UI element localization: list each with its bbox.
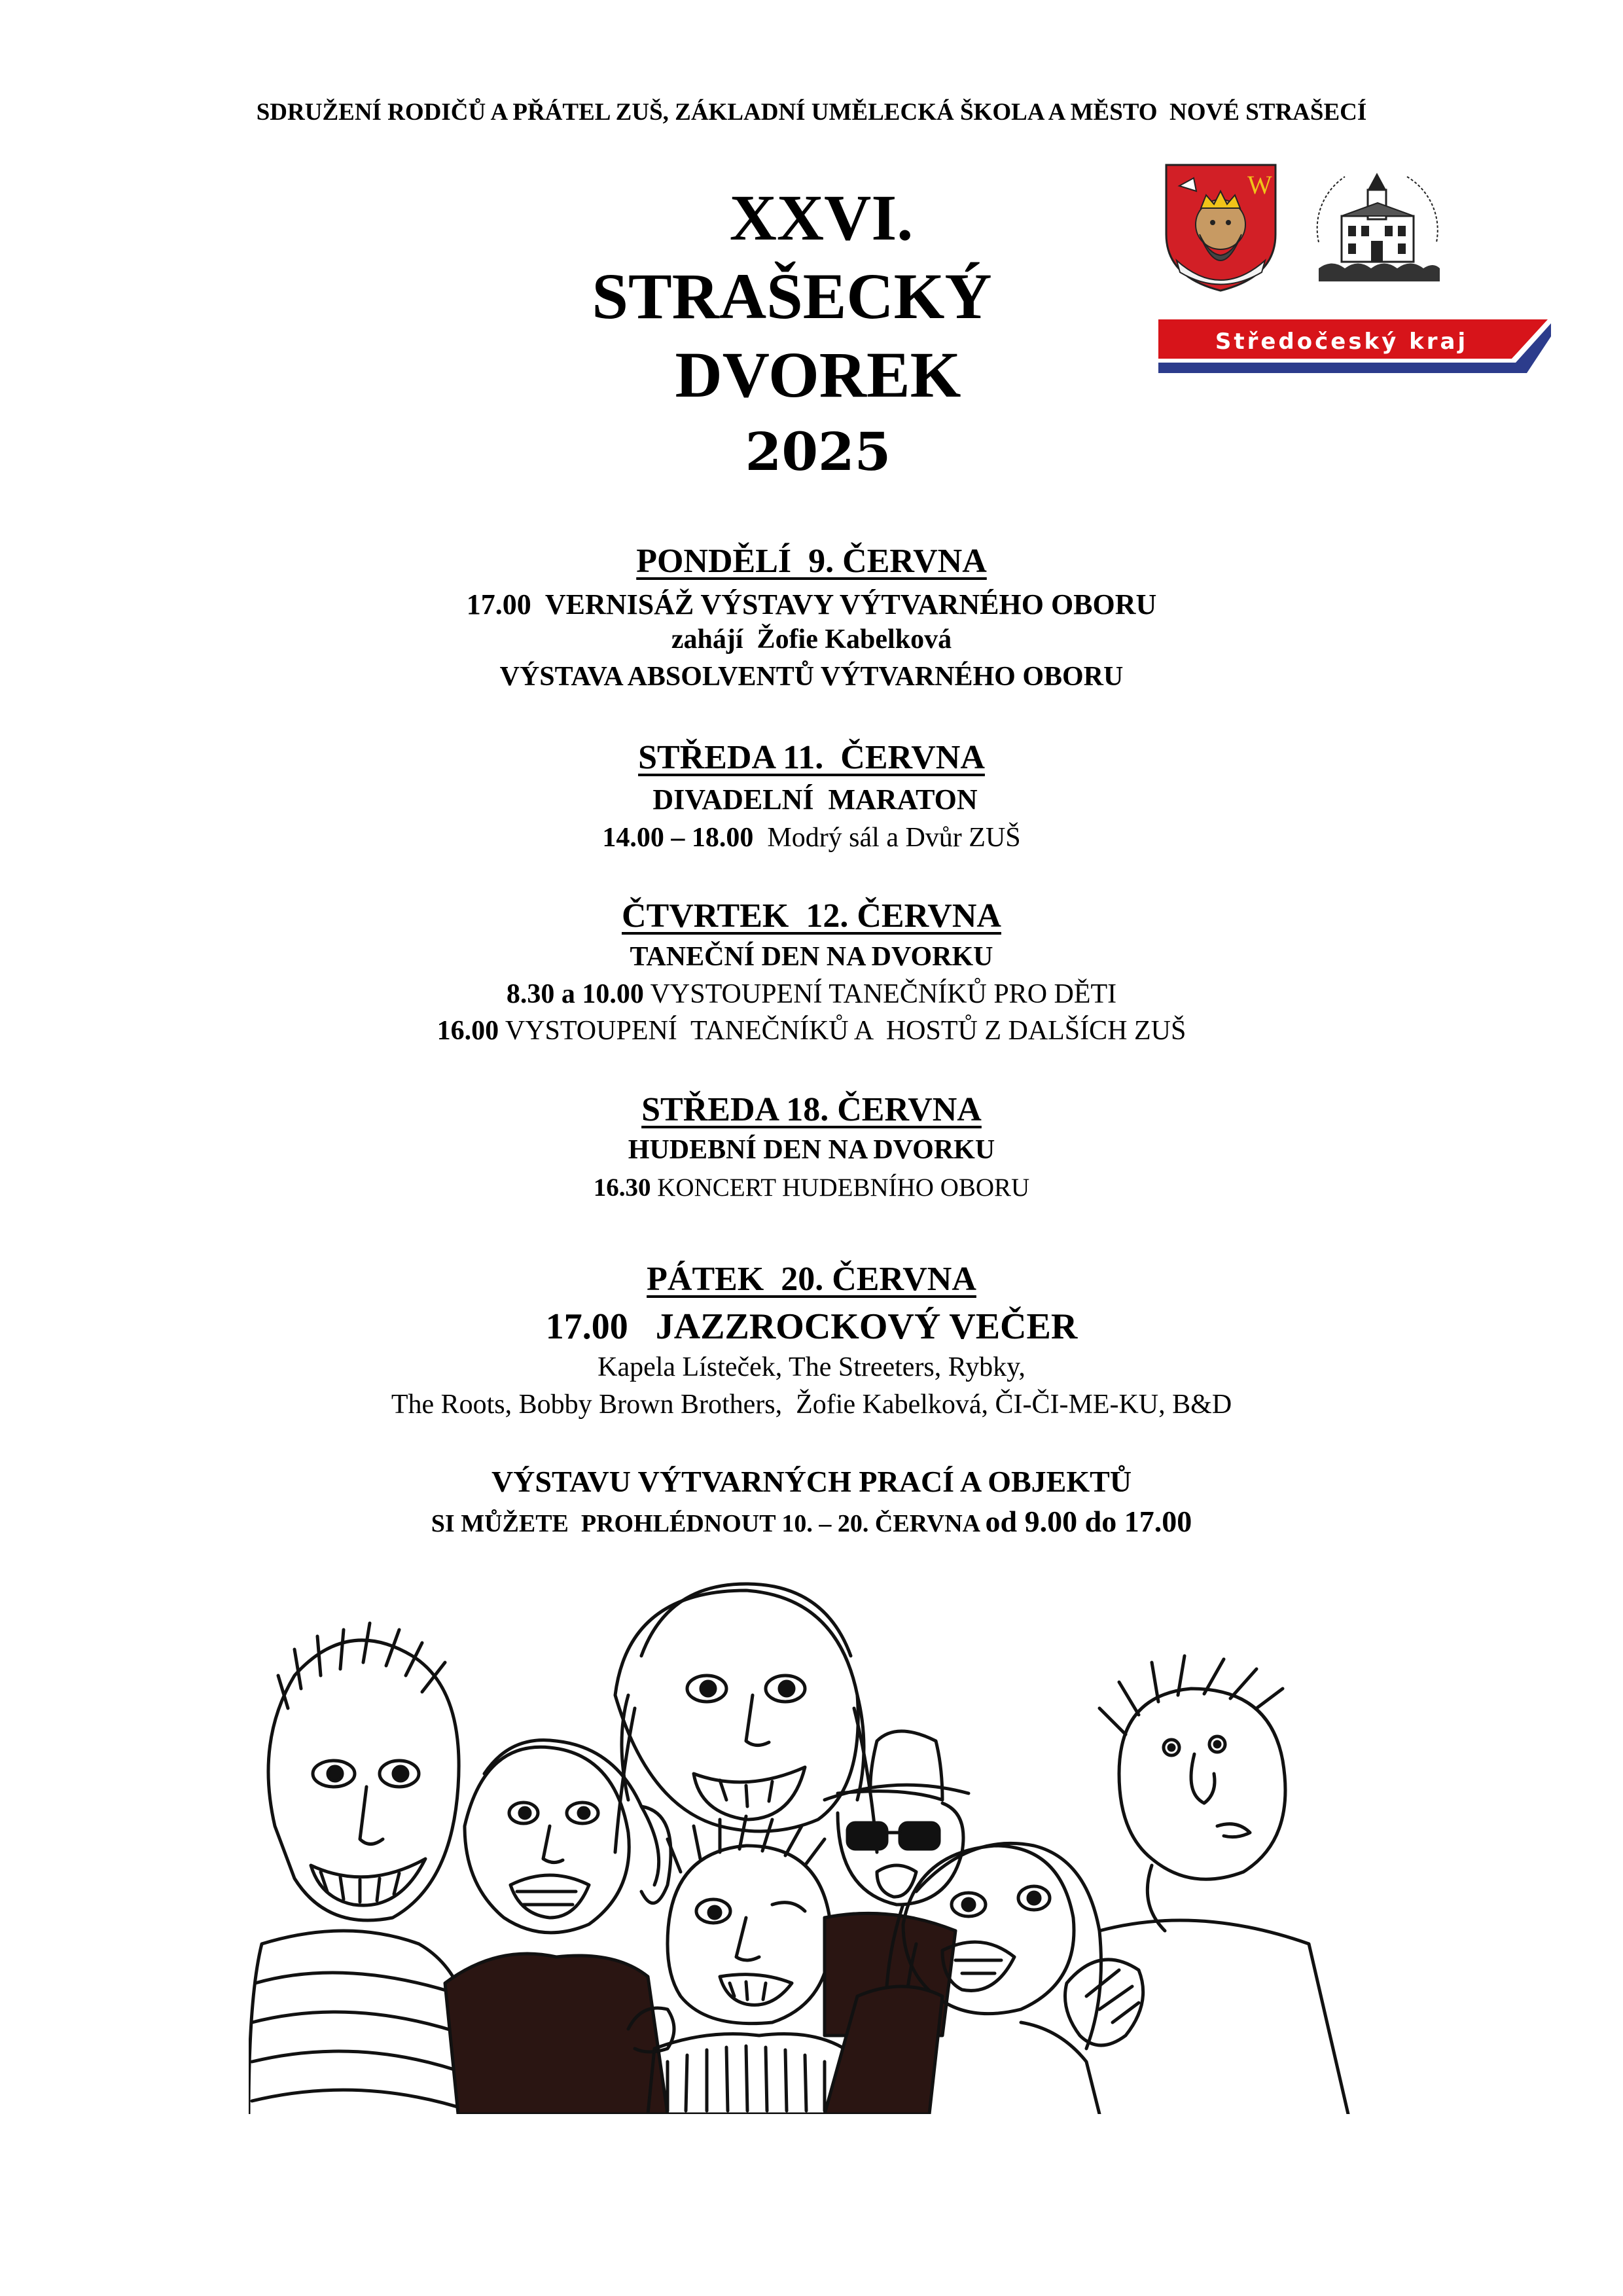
coat-letter: W <box>1247 170 1272 200</box>
event-line: 16.30 KONCERT HUDEBNÍHO OBORU <box>593 1174 1030 1202</box>
event-day: ČTVRTEK 12. ČERVNA <box>622 897 1001 935</box>
event-line: 8.30 a 10.00 VYSTOUPENÍ TANEČNÍKŮ PRO DĚTI <box>506 979 1117 1009</box>
event-day: STŘEDA 18. ČERVNA <box>641 1091 982 1128</box>
event-day: PONDĚLÍ 9. ČERVNA <box>636 543 987 580</box>
exhibition-line2: SI MŮŽETE PROHLÉDNOUT 10. – 20. ČERVNA od 9.00 do 17.00 <box>431 1505 1192 1538</box>
group-of-people-drawing <box>249 1577 1394 2114</box>
event-line: TANEČNÍ DEN NA DVORKU <box>630 942 993 972</box>
event-line: 16.00 VYSTOUPENÍ TANEČNÍKŮ A HOSTŮ Z DALŠÍCH ZUŠ <box>437 1016 1186 1046</box>
organizers-line: SDRUŽENÍ RODIČŮ A PŘÁTEL ZUŠ, ZÁKLADNÍ UMĚLECKÁ ŠKOLA A MĚSTO NOVÉ STRAŠECÍ <box>256 99 1367 126</box>
event-day: PÁTEK 20. ČERVNA <box>647 1261 976 1298</box>
person-left-man <box>249 1623 471 2114</box>
event-line: The Roots, Bobby Brown Brothers, Žofie Kabelková, ČI-ČI-ME-KU, B&D <box>391 1390 1232 1420</box>
event-line: DIVADELNÍ MARATON <box>645 783 978 816</box>
event-line: VÝSTAVA ABSOLVENTŮ VÝTVARNÉHO OBORU <box>499 662 1124 692</box>
exhibition-line1: VÝSTAVU VÝTVARNÝCH PRACÍ A OBJEKTŮ <box>491 1465 1132 1498</box>
school-logo-icon <box>1306 164 1446 288</box>
festival-year: 2025 <box>745 421 891 482</box>
person-right-man <box>1065 1656 1349 2114</box>
event-line: 14.00 – 18.00 Modrý sál a Dvůr ZUŠ <box>602 823 1021 853</box>
event-day: STŘEDA 11. ČERVNA <box>638 739 985 776</box>
region-label: Středočeský kraj <box>1215 329 1469 355</box>
event-line: HUDEBNÍ DEN NA DVORKU <box>628 1135 995 1165</box>
event-line: 17.00 VERNISÁŽ VÝSTAVY VÝTVARNÉHO OBORU <box>466 588 1157 620</box>
festival-title-line2: DVOREK <box>675 338 961 411</box>
coat-of-arms-icon <box>1164 162 1278 293</box>
event-line: zahájí Žofie Kabelková <box>671 624 952 655</box>
event-line: Kapela Lísteček, The Streeters, Rybky, <box>597 1352 1026 1382</box>
person-woman-ponytail <box>445 1740 671 2114</box>
festival-title-line1: STRAŠECKÝ <box>592 260 992 332</box>
event-line: 17.00 JAZZROCKOVÝ VEČER <box>545 1306 1078 1347</box>
edition-title: XXVI. <box>729 181 914 254</box>
